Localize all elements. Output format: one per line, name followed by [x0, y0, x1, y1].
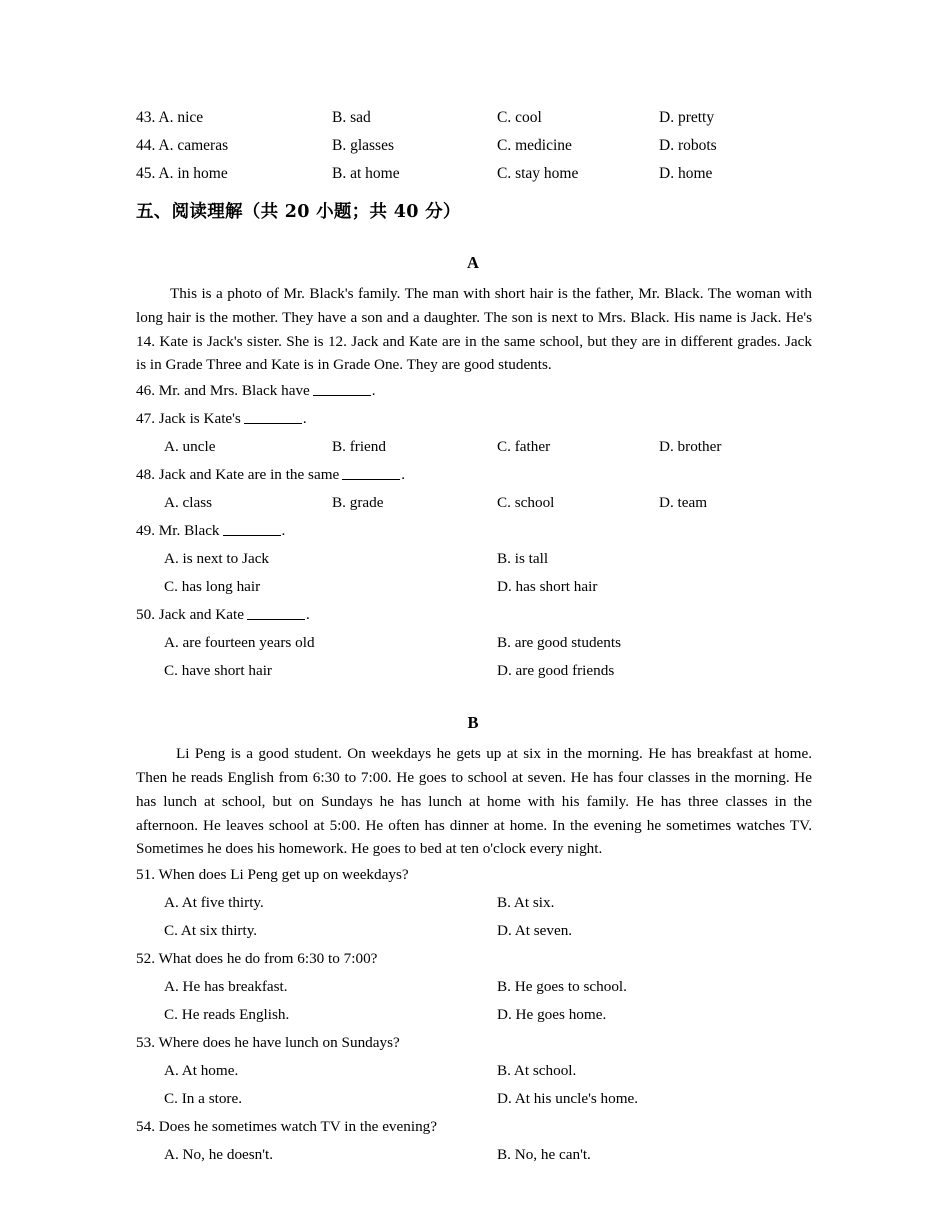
- option-a[interactable]: A. uncle: [164, 438, 216, 456]
- option-row: [136, 573, 814, 601]
- option-row: [136, 889, 814, 917]
- answer-blank[interactable]: [313, 384, 371, 396]
- option-a[interactable]: A. No, he doesn't.: [164, 1146, 274, 1164]
- question-stem: 53. Where does he have lunch on Sundays?: [136, 1034, 400, 1052]
- option-b[interactable]: B. No, he can't.: [497, 1146, 591, 1164]
- option-row: [136, 1085, 814, 1113]
- option-c[interactable]: C. father: [497, 438, 551, 456]
- option-row: [136, 433, 814, 461]
- passage-text-b: Li Peng is a good student. On weekdays he gets up at six in the morning. He has breakfast at home. Then he reads English from 6:30 to 7:00. He goes to school at seven. He has four classes in the morning. He has lunch at school, but on Sundays he has lunch at home with his family. He has three classes in the afternoon. He leaves school at 5:00. He often has dinner at home. In the evening he sometimes watches TV. Sometimes he does his homework. He goes to bed at ten o'clock every night.: [136, 745, 812, 858]
- question-tail: .: [401, 466, 406, 484]
- question-text: 48. Jack and Kate are in the same: [136, 466, 340, 484]
- option-d[interactable]: D. brother: [659, 438, 722, 456]
- option-row: [136, 1001, 814, 1029]
- answer-blank[interactable]: [342, 468, 400, 480]
- question-tail: .: [371, 382, 376, 400]
- option-c: C. medicine: [497, 137, 572, 154]
- option-d[interactable]: D. are good friends: [497, 662, 615, 680]
- option-a[interactable]: A. is next to Jack: [164, 550, 270, 568]
- option-row: [136, 160, 814, 188]
- option-b[interactable]: B. are good students: [497, 634, 622, 652]
- option-row: [136, 917, 814, 945]
- question-text: 47. Jack is Kate's: [136, 410, 241, 428]
- option-a[interactable]: A. At five thirty.: [164, 894, 264, 912]
- option-c: C. stay home: [497, 165, 579, 182]
- option-a[interactable]: A. At home.: [164, 1062, 239, 1080]
- option-d: D. robots: [659, 137, 717, 154]
- option-a: 44. A. cameras: [136, 137, 229, 154]
- option-c[interactable]: C. He reads English.: [164, 1006, 290, 1024]
- question-stem: [136, 517, 814, 545]
- cloze-options-block: [136, 104, 814, 188]
- option-b: B. at home: [332, 165, 400, 182]
- question-tail: .: [281, 522, 286, 540]
- option-d[interactable]: D. team: [659, 494, 708, 512]
- option-b: B. sad: [332, 109, 371, 126]
- answer-blank[interactable]: [247, 608, 305, 620]
- option-row: [136, 973, 814, 1001]
- option-a[interactable]: A. class: [164, 494, 213, 512]
- option-row: [136, 545, 814, 573]
- answer-blank[interactable]: [223, 524, 281, 536]
- question-stem: 51. When does Li Peng get up on weekdays?: [136, 866, 409, 884]
- option-d: D. pretty: [659, 109, 715, 126]
- question-text: 49. Mr. Black: [136, 522, 220, 540]
- option-row: [136, 629, 814, 657]
- option-row: [136, 1141, 814, 1169]
- answer-blank[interactable]: [244, 412, 302, 424]
- option-a[interactable]: A. are fourteen years old: [164, 634, 315, 652]
- question-text: 46. Mr. and Mrs. Black have: [136, 382, 310, 400]
- option-d: D. home: [659, 165, 713, 182]
- option-c[interactable]: C. At six thirty.: [164, 922, 258, 940]
- option-row: [136, 489, 814, 517]
- question-stem: [136, 377, 814, 405]
- option-b[interactable]: B. grade: [332, 494, 384, 512]
- option-c[interactable]: C. school: [497, 494, 555, 512]
- option-b[interactable]: B. At school.: [497, 1062, 577, 1080]
- option-b[interactable]: B. is tall: [497, 550, 549, 568]
- option-c[interactable]: C. has long hair: [164, 578, 261, 596]
- option-a[interactable]: A. He has breakfast.: [164, 978, 288, 996]
- option-d[interactable]: D. He goes home.: [497, 1006, 607, 1024]
- question-stem: 54. Does he sometimes watch TV in the evening?: [136, 1118, 438, 1136]
- option-row: [136, 657, 814, 685]
- page-content: [136, 104, 814, 1169]
- question-text: 50. Jack and Kate: [136, 606, 244, 624]
- question-stem: 52. What does he do from 6:30 to 7:00?: [136, 950, 378, 968]
- option-b[interactable]: B. He goes to school.: [497, 978, 627, 996]
- question-stem: [136, 461, 814, 489]
- passage-label-a: A: [467, 253, 479, 272]
- passage-label-b: B: [467, 713, 479, 733]
- section-heading: 五、阅读理解（共 20 小题；共 40 分）: [136, 202, 461, 222]
- option-b[interactable]: B. At six.: [497, 894, 555, 912]
- question-tail: .: [302, 410, 307, 428]
- option-c[interactable]: C. In a store.: [164, 1090, 243, 1108]
- option-d[interactable]: D. At his uncle's home.: [497, 1090, 639, 1108]
- option-c: C. cool: [497, 109, 542, 126]
- question-stem: [136, 601, 814, 629]
- option-row: [136, 104, 814, 132]
- option-row: [136, 1057, 814, 1085]
- passage-text-a: This is a photo of Mr. Black's family. The man with short hair is the father, Mr. Black. The woman with long hair is the mother. They have a son and a daughter. The son is next to Mrs. Black. His name is Jack. He's 14. Kate is Jack's sister. She is 12. Jack and Kate are in the same school, but they are in different grades. Jack is in Grade Three and Kate is in Grade One. They are good students.: [136, 285, 812, 374]
- question-tail: .: [305, 606, 310, 624]
- question-stem: [136, 405, 814, 433]
- option-d[interactable]: D. At seven.: [497, 922, 573, 940]
- option-d[interactable]: D. has short hair: [497, 578, 598, 596]
- option-b: B. glasses: [332, 137, 394, 154]
- option-c[interactable]: C. have short hair: [164, 662, 272, 680]
- option-row: [136, 132, 814, 160]
- option-a: 43. A. nice: [136, 109, 204, 126]
- option-a: 45. A. in home: [136, 165, 228, 182]
- option-b[interactable]: B. friend: [332, 438, 386, 456]
